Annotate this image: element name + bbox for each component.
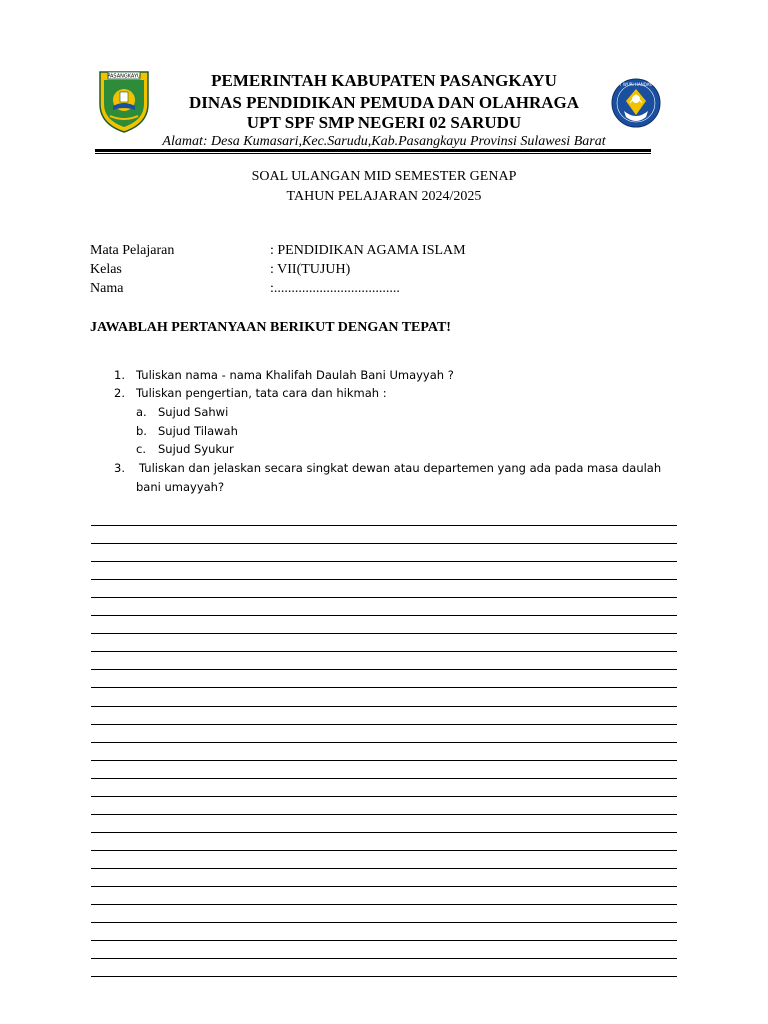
sub-item-letter: a. bbox=[136, 405, 147, 419]
question-number: 2. bbox=[114, 386, 125, 400]
answer-line bbox=[91, 832, 677, 833]
answer-line bbox=[91, 742, 677, 743]
answer-line bbox=[91, 850, 677, 851]
answer-line bbox=[91, 796, 677, 797]
sub-item-text: Sujud Tilawah bbox=[158, 424, 238, 438]
answer-line bbox=[91, 597, 677, 598]
svg-text:TUT WURI HANDAYANI: TUT WURI HANDAYANI bbox=[613, 82, 659, 87]
subject-label: Mata Pelajaran bbox=[90, 243, 175, 258]
answer-line bbox=[91, 651, 677, 652]
header-school-name: UPT SPF SMP NEGERI 02 SARUDU bbox=[246, 113, 522, 132]
answer-line bbox=[91, 724, 677, 725]
answer-line bbox=[91, 687, 677, 688]
answer-line bbox=[91, 886, 677, 887]
sub-item-text: Sujud Sahwi bbox=[158, 405, 229, 419]
answer-line bbox=[91, 958, 677, 959]
class-value: : VII(TUJUH) bbox=[270, 262, 351, 277]
header-divider-thin bbox=[95, 153, 651, 154]
header-government-name: PEMERINTAH KABUPATEN PASANGKAYU bbox=[211, 71, 557, 90]
header-divider-thick bbox=[95, 149, 651, 152]
answer-line bbox=[91, 940, 677, 941]
sub-item-letter: c. bbox=[136, 442, 146, 456]
answer-line bbox=[91, 543, 677, 544]
header-department-name: DINAS PENDIDIKAN PEMUDA DAN OLAHRAGA bbox=[188, 93, 580, 112]
answer-line bbox=[91, 760, 677, 761]
svg-text:PASANGKAYU: PASANGKAYU bbox=[107, 73, 141, 80]
answer-line bbox=[91, 633, 677, 634]
answer-line bbox=[91, 706, 677, 707]
name-field[interactable]: :.................................... bbox=[270, 281, 400, 296]
answer-line bbox=[91, 868, 677, 869]
question-text: Tuliskan dan jelaskan secara singkat dewan atau departemen yang ada pada masa daulah bbox=[139, 461, 662, 475]
class-label: Kelas bbox=[90, 262, 122, 277]
sub-item-letter: b. bbox=[136, 424, 147, 438]
answer-line bbox=[91, 615, 677, 616]
question-text: Tuliskan nama - nama Khalifah Daulah Bani Umayyah ? bbox=[136, 368, 454, 382]
instruction-heading: JAWABLAH PERTANYAAN BERIKUT DENGAN TEPAT! bbox=[90, 320, 451, 335]
subject-value: : PENDIDIKAN AGAMA ISLAM bbox=[270, 243, 466, 258]
header-address: Alamat: Desa Kumasari,Kec.Sarudu,Kab.Pasangkayu Provinsi Sulawesi Barat bbox=[162, 134, 606, 149]
answer-line bbox=[91, 561, 677, 562]
answer-line bbox=[91, 904, 677, 905]
answer-line bbox=[91, 814, 677, 815]
answer-line bbox=[91, 922, 677, 923]
name-label: Nama bbox=[90, 281, 124, 296]
academic-year: TAHUN PELAJARAN 2024/2025 bbox=[286, 189, 482, 204]
answer-line bbox=[91, 976, 677, 977]
sub-item-text: Sujud Syukur bbox=[158, 442, 234, 456]
answer-line bbox=[91, 778, 677, 779]
answer-line bbox=[91, 669, 677, 670]
answer-line bbox=[91, 579, 677, 580]
question-number: 1. bbox=[114, 368, 125, 382]
question-text: Tuliskan pengertian, tata cara dan hikmah : bbox=[136, 386, 387, 400]
answer-line bbox=[91, 525, 677, 526]
question-number: 3. bbox=[114, 461, 125, 475]
question-text-continuation: bani umayyah? bbox=[136, 480, 225, 494]
exam-title: SOAL ULANGAN MID SEMESTER GENAP bbox=[251, 169, 517, 184]
